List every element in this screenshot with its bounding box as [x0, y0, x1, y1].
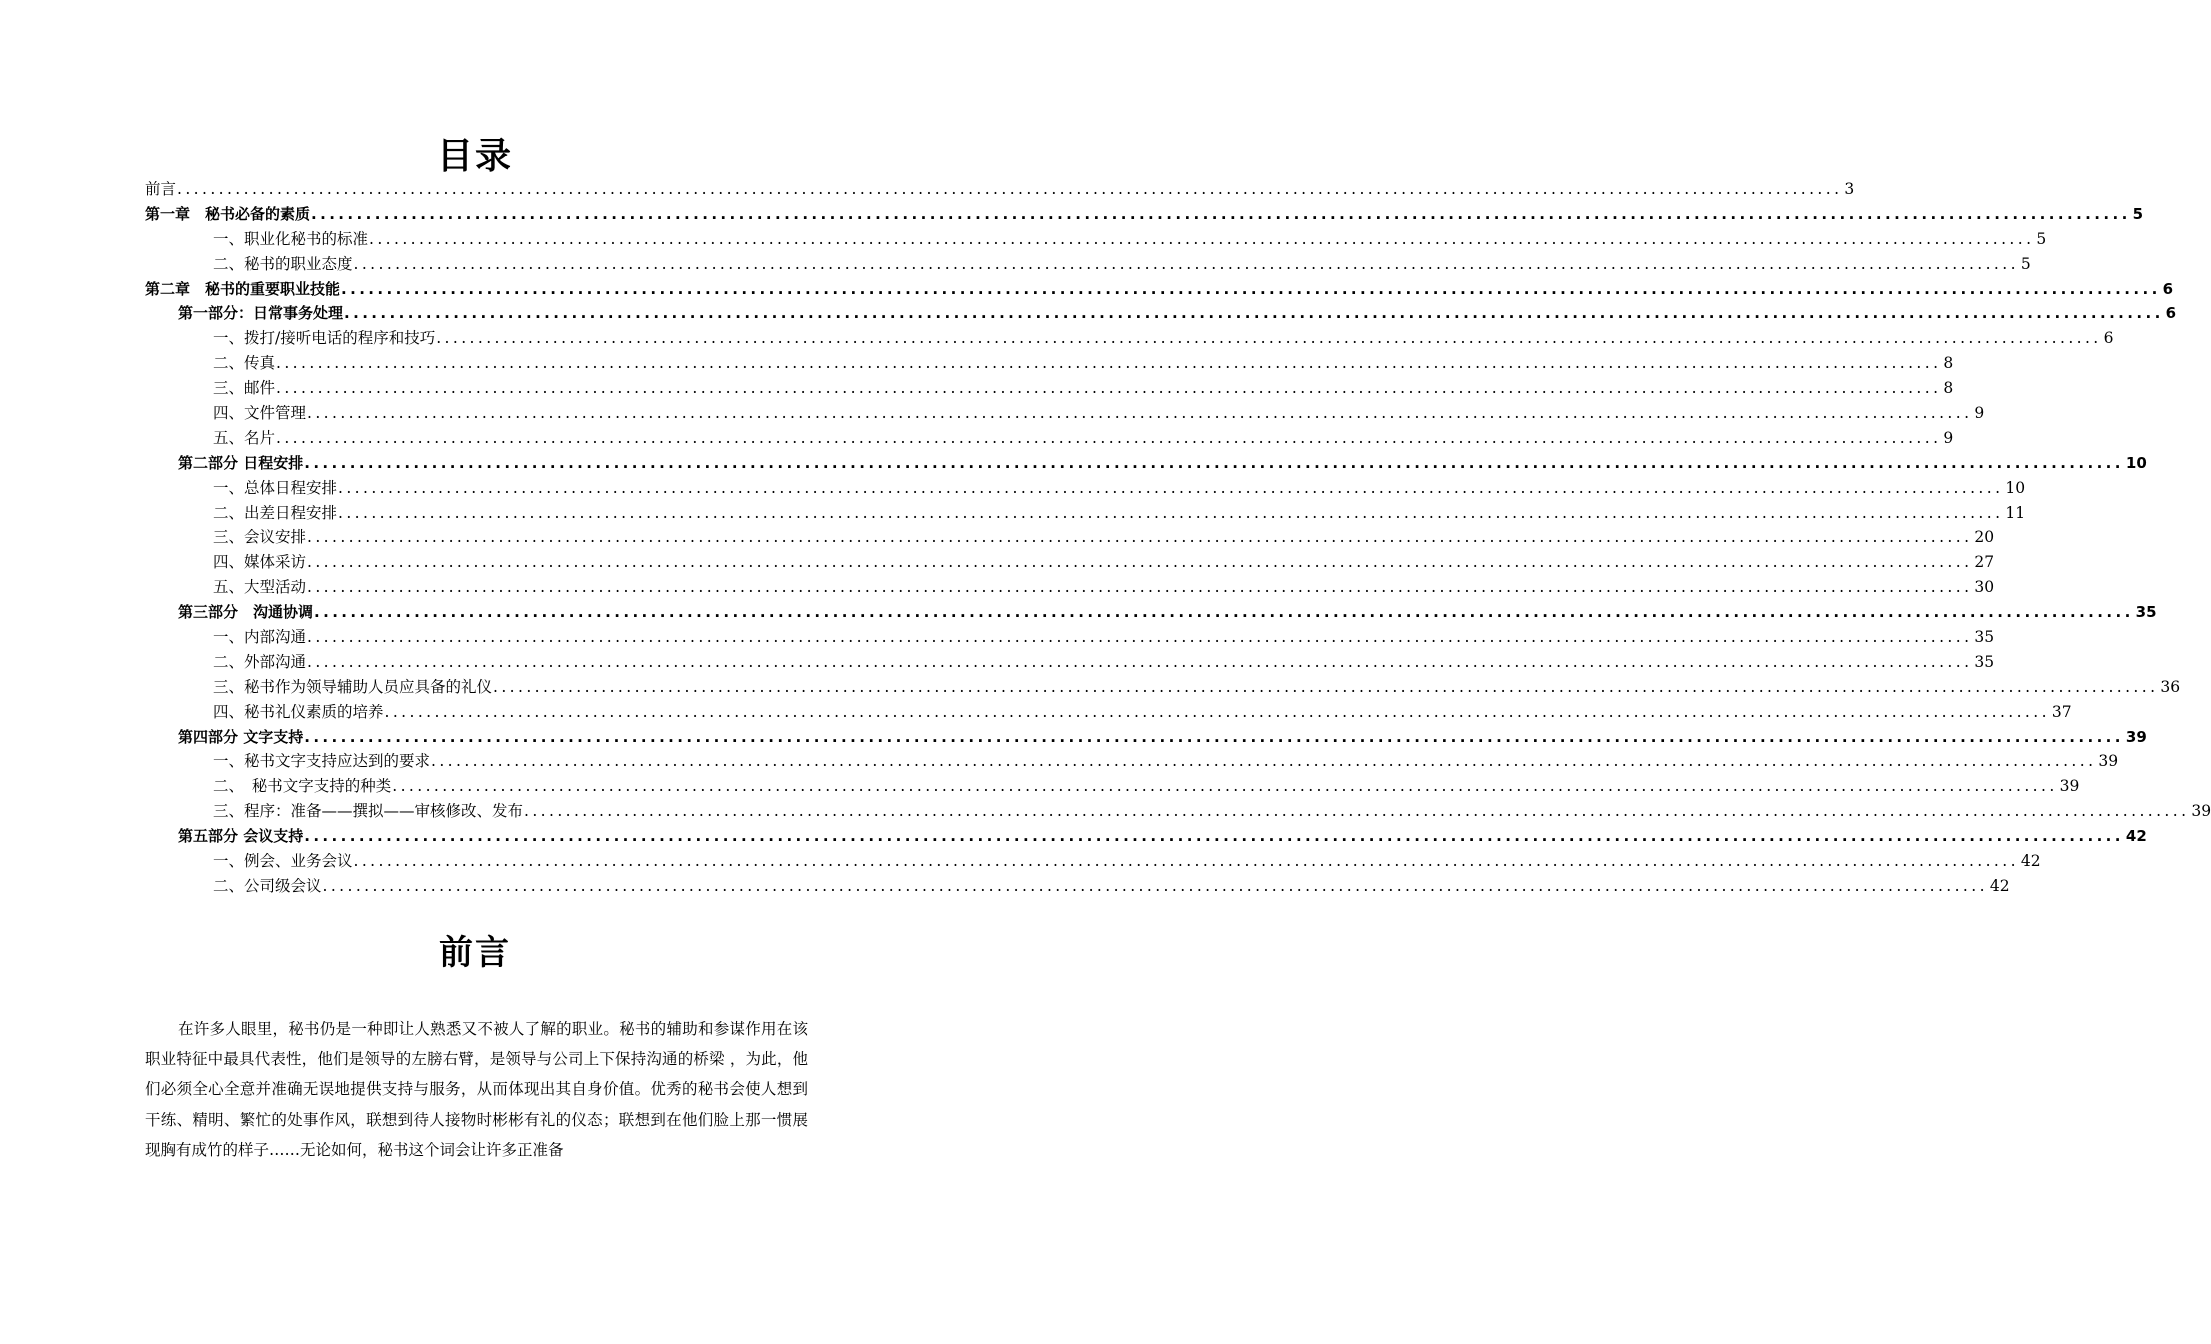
toc-entry[interactable]: [145, 326, 2114, 351]
toc-dot-leader: ........................................................................................................................................................................................................: [369, 229, 2035, 248]
toc-entry-label: 三、秘书作为领导辅助人员应具备的礼仪: [213, 677, 493, 696]
toc-entry-label: 一、拨打/接听电话的程序和技巧: [213, 329, 436, 348]
toc-dot-leader: ........................................................................................................................................................................................................: [276, 379, 1942, 398]
toc-entry[interactable]: [145, 351, 1954, 376]
toc-entry[interactable]: [145, 650, 1995, 675]
toc-entry-label: 一、例会、业务会议: [213, 852, 353, 871]
toc-entry[interactable]: [145, 874, 2010, 899]
toc-entry-page: 5: [2132, 204, 2144, 223]
toc-entry[interactable]: [145, 401, 1985, 426]
toc-entry[interactable]: [145, 774, 2080, 799]
toc-dot-leader: ........................................................................................................................................................................................................: [314, 603, 2134, 622]
toc-entry-page: 39: [2125, 727, 2147, 746]
toc-entry[interactable]: [145, 476, 2026, 501]
toc-dot-leader: ........................................................................................................................................................................................................: [384, 702, 2050, 721]
toc-entry-label: 四、秘书礼仪素质的培养: [213, 702, 384, 721]
toc-entry-label: 二、传真: [213, 354, 276, 373]
toc-entry-label: 前言: [145, 180, 177, 198]
toc-entry-page: 3: [1844, 180, 1855, 198]
toc-dot-leader: ........................................................................................................................................................................................................: [338, 478, 2004, 497]
toc-dot-leader: ........................................................................................................................................................................................................: [353, 254, 2019, 273]
toc-entry-label: 第二部分 日程安排: [178, 453, 304, 472]
toc-entry-label: 四、媒体采访: [213, 553, 307, 572]
toc-entry-page: 35: [2135, 603, 2157, 622]
toc-entry[interactable]: [145, 700, 2072, 725]
toc-dot-leader: ........................................................................................................................................................................................................: [304, 453, 2124, 472]
toc-entry-label: 三、会议安排: [213, 528, 307, 547]
toc-entry-page: 39: [2098, 752, 2119, 771]
toc-entry-label: 一、总体日程安排: [213, 478, 338, 497]
preface-body: [145, 1014, 808, 1165]
toc-entry-page: 27: [1974, 553, 1995, 572]
toc-entry-page: 9: [1943, 428, 1954, 447]
toc-entry[interactable]: [145, 426, 1954, 451]
toc-dot-leader: ........................................................................................................................................................................................................: [311, 204, 2131, 223]
toc-entry[interactable]: [145, 799, 2211, 824]
toc-dot-leader: ........................................................................................................................................................................................................: [524, 802, 2190, 821]
toc-entry-page: 39: [2059, 777, 2080, 796]
toc-dot-leader: ........................................................................................................................................................................................................: [307, 628, 1973, 647]
toc-entry-page: 5: [2020, 254, 2031, 273]
toc-entry-label: 二、出差日程安排: [213, 503, 338, 522]
toc-entry[interactable]: [145, 177, 1855, 202]
toc-dot-leader: ........................................................................................................................................................................................................: [322, 876, 1988, 895]
table-of-contents: [145, 177, 2211, 899]
toc-entry-label: 三、邮件: [213, 379, 276, 398]
toc-entry-label: 第五部分 会议支持: [178, 827, 304, 846]
toc-title: 目录: [436, 135, 513, 177]
toc-entry-page: 6: [2165, 304, 2177, 323]
toc-entry-label: 一、内部沟通: [213, 628, 307, 647]
toc-entry-label: 二、公司级会议: [213, 876, 322, 895]
toc-entry-page: 35: [1974, 652, 1995, 671]
toc-entry[interactable]: [145, 625, 1995, 650]
toc-entry-page: 36: [2160, 677, 2181, 696]
toc-entry-label: 五、名片: [213, 428, 276, 447]
toc-entry-page: 30: [1974, 578, 1995, 597]
toc-entry[interactable]: [145, 849, 2041, 874]
toc-entry[interactable]: [145, 227, 2047, 252]
toc-entry-label: 四、文件管理: [213, 404, 307, 423]
toc-entry-label: 一、职业化秘书的标准: [213, 229, 369, 248]
toc-dot-leader: ........................................................................................................................................................................................................: [307, 528, 1973, 547]
preface-title: 前言: [439, 933, 511, 973]
toc-entry-label: 二、 秘书文字支持的种类: [213, 777, 392, 796]
toc-dot-leader: ........................................................................................................................................................................................................: [276, 354, 1942, 373]
toc-entry-page: 6: [2103, 329, 2114, 348]
toc-dot-leader: ........................................................................................................................................................................................................: [304, 727, 2124, 746]
toc-entry-page: 10: [2005, 478, 2026, 497]
toc-dot-leader: ........................................................................................................................................................................................................: [344, 304, 2164, 323]
toc-entry-label: 第四部分 文字支持: [178, 727, 304, 746]
toc-entry-label: 第二章 秘书的重要职业技能: [145, 279, 341, 298]
toc-entry[interactable]: [145, 675, 2181, 700]
toc-entry-page: 37: [2051, 702, 2072, 721]
toc-entry-page: 6: [2162, 279, 2174, 298]
toc-dot-leader: ........................................................................................................................................................................................................: [431, 752, 2097, 771]
preface-paragraph: 在许多人眼里，秘书仍是一种即让人熟悉又不被人了解的职业。秘书的辅助和参谋作用在该职业特征中最具代表性，他们是领导的左膀右臂，是领导与公司上下保持沟通的桥梁 ，为此，他们必须全心全意并准确无误地提供支持与服务，从而体现出其自身价值。优秀的秘书会使人想到干练、精明、繁忙的处事作风，联想到待人接物时彬彬有礼的仪态；联想到在他们脸上那一惯展现胸有成竹的样子……无论如何，秘书这个词会让许多正准备: [145, 1020, 808, 1159]
toc-entry-label: 五、大型活动: [213, 578, 307, 597]
toc-dot-leader: ........................................................................................................................................................................................................: [353, 852, 2019, 871]
toc-dot-leader: ........................................................................................................................................................................................................: [392, 777, 2058, 796]
toc-entry-label: 二、秘书的职业态度: [213, 254, 353, 273]
toc-entry[interactable]: [145, 550, 1995, 575]
toc-entry[interactable]: [145, 301, 2177, 326]
toc-entry-page: 42: [2125, 827, 2147, 846]
toc-dot-leader: ........................................................................................................................................................................................................: [493, 677, 2159, 696]
toc-entry-page: 8: [1943, 379, 1954, 398]
toc-entry-label: 二、外部沟通: [213, 652, 307, 671]
toc-entry-page: 10: [2125, 453, 2147, 472]
toc-entry-page: 9: [1974, 404, 1985, 423]
toc-dot-leader: ........................................................................................................................................................................................................: [341, 279, 2161, 298]
toc-entry[interactable]: [145, 575, 1995, 600]
toc-entry[interactable]: [145, 501, 2026, 526]
toc-entry-page: 20: [1974, 528, 1995, 547]
toc-entry[interactable]: [145, 252, 2031, 277]
toc-entry-label: 三、程序：准备——撰拟——审核修改、发布: [213, 802, 524, 821]
toc-entry-label: 第一章 秘书必备的素质: [145, 204, 311, 223]
toc-entry-page: 8: [1943, 354, 1954, 373]
toc-entry[interactable]: [145, 725, 2147, 750]
toc-entry[interactable]: [145, 277, 2174, 302]
toc-dot-leader: ........................................................................................................................................................................................................: [307, 553, 1973, 572]
toc-entry[interactable]: [145, 376, 1954, 401]
toc-entry-label: 第三部分 沟通协调: [178, 603, 314, 622]
toc-entry-page: 39: [2191, 802, 2211, 821]
toc-entry[interactable]: [145, 749, 2119, 774]
toc-entry-label: 一、秘书文字支持应达到的要求: [213, 752, 431, 771]
toc-dot-leader: ........................................................................................................................................................................................................: [436, 329, 2102, 348]
toc-entry-page: 35: [1974, 628, 1995, 647]
toc-dot-leader: ........................................................................................................................................................................................................: [307, 404, 1973, 423]
toc-dot-leader: ........................................................................................................................................................................................................: [307, 652, 1973, 671]
toc-entry[interactable]: [145, 451, 2147, 476]
toc-entry-page: 42: [2020, 852, 2041, 871]
toc-entry[interactable]: [145, 600, 2157, 625]
toc-entry[interactable]: [145, 202, 2144, 227]
toc-entry-page: 5: [2036, 229, 2047, 248]
toc-entry[interactable]: [145, 824, 2147, 849]
toc-entry-page: 42: [1989, 876, 2010, 895]
toc-dot-leader: ........................................................................................................................................................................................................: [304, 827, 2124, 846]
toc-entry-page: 11: [2005, 503, 2026, 522]
toc-entry-label: 第一部分：日常事务处理: [178, 304, 344, 323]
toc-entry[interactable]: [145, 525, 1995, 550]
toc-dot-leader: ........................................................................................................................................................................................................: [338, 503, 2004, 522]
toc-dot-leader: ........................................................................................................................................................................................................: [177, 180, 1843, 198]
toc-dot-leader: ........................................................................................................................................................................................................: [276, 428, 1942, 447]
toc-dot-leader: ........................................................................................................................................................................................................: [307, 578, 1973, 597]
